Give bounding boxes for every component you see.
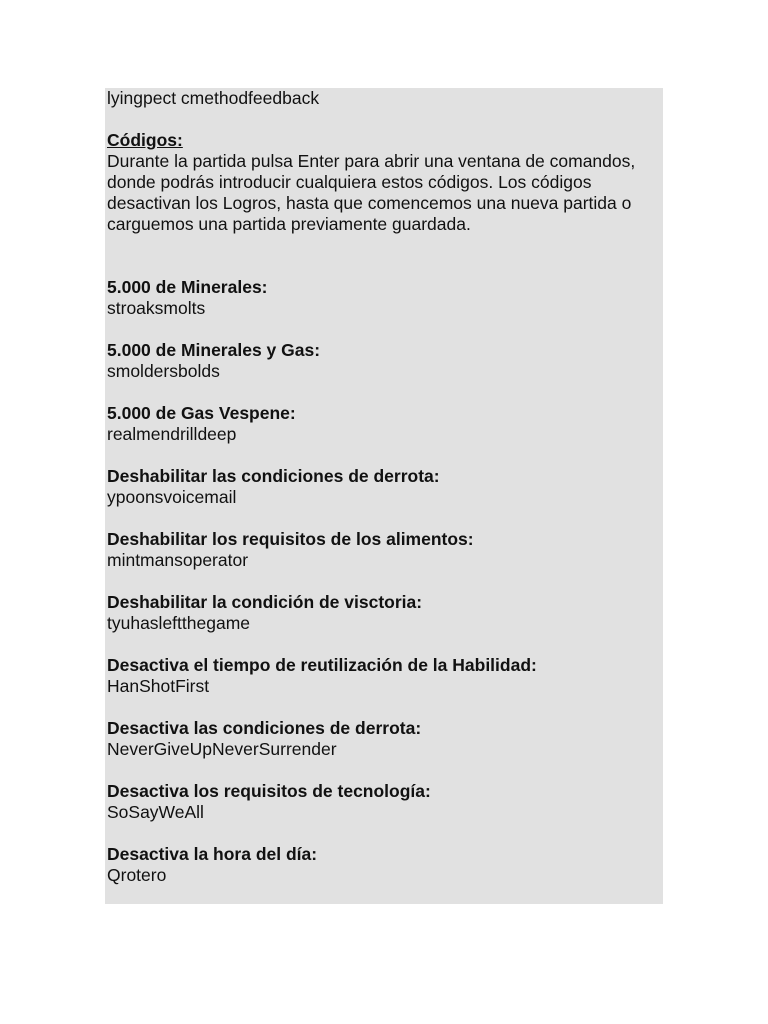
cheat-label: 5.000 de Minerales y Gas: <box>107 340 321 360</box>
cheat-entry-disable-food <box>107 529 662 571</box>
cheat-code: Qrotero <box>107 865 167 885</box>
document-content <box>107 88 662 907</box>
cheat-entry-disable-defeat <box>107 466 662 508</box>
cheat-label: Desactiva los requisitos de tecnología: <box>107 781 431 801</box>
cheat-entry-minerals-gas <box>107 340 662 382</box>
intro-line-1: Durante la partida pulsa Enter para abrir una ventana de comandos, <box>107 151 636 171</box>
cheat-code: tyuhasleftthegame <box>107 613 251 633</box>
cheat-code: stroaksmolts <box>107 298 206 318</box>
spacer <box>107 235 662 277</box>
cheat-entry-vespene-gas <box>107 403 662 445</box>
cheat-label: Desactiva la hora del día: <box>107 844 318 864</box>
cheat-label: Desactiva el tiempo de reutilización de la Habilidad: <box>107 655 537 675</box>
cheat-code: mintmansoperator <box>107 550 249 570</box>
cheat-entry-tech-requirements <box>107 781 662 823</box>
cheat-label: Deshabilitar las condiciones de derrota: <box>107 466 440 486</box>
cheat-label: 5.000 de Gas Vespene: <box>107 403 296 423</box>
cheat-code: ypoonsvoicemail <box>107 487 237 507</box>
intro-line-2: donde podrás introducir cualquiera estos códigos. Los códigos <box>107 172 592 192</box>
cheat-entry-time-of-day <box>107 844 662 886</box>
cheat-entry-defeat-conditions <box>107 718 662 760</box>
cheat-label: Desactiva las condiciones de derrota: <box>107 718 422 738</box>
cheat-code: realmendrilldeep <box>107 424 237 444</box>
cheat-entry-cooldown <box>107 655 662 697</box>
cheat-code: NeverGiveUpNeverSurrender <box>107 739 337 759</box>
top-line: lyingpect cmethodfeedback <box>107 88 320 108</box>
codes-heading: Códigos: <box>107 130 183 150</box>
cheat-entry-minerals <box>107 277 662 319</box>
cheat-label: Deshabilitar la condición de visctoria: <box>107 592 423 612</box>
cheat-label: Deshabilitar los requisitos de los alimentos: <box>107 529 474 549</box>
spacer <box>107 109 662 130</box>
intro-line-3: desactivan los Logros, hasta que comencemos una nueva partida o <box>107 193 632 213</box>
cheat-code: HanShotFirst <box>107 676 210 696</box>
cheat-entry-disable-victory <box>107 592 662 634</box>
cheat-label: 5.000 de Minerales: <box>107 277 268 297</box>
cheat-code: smoldersbolds <box>107 361 220 381</box>
cheat-code: SoSayWeAll <box>107 802 204 822</box>
intro-line-4: carguemos una partida previamente guardada. <box>107 214 471 234</box>
